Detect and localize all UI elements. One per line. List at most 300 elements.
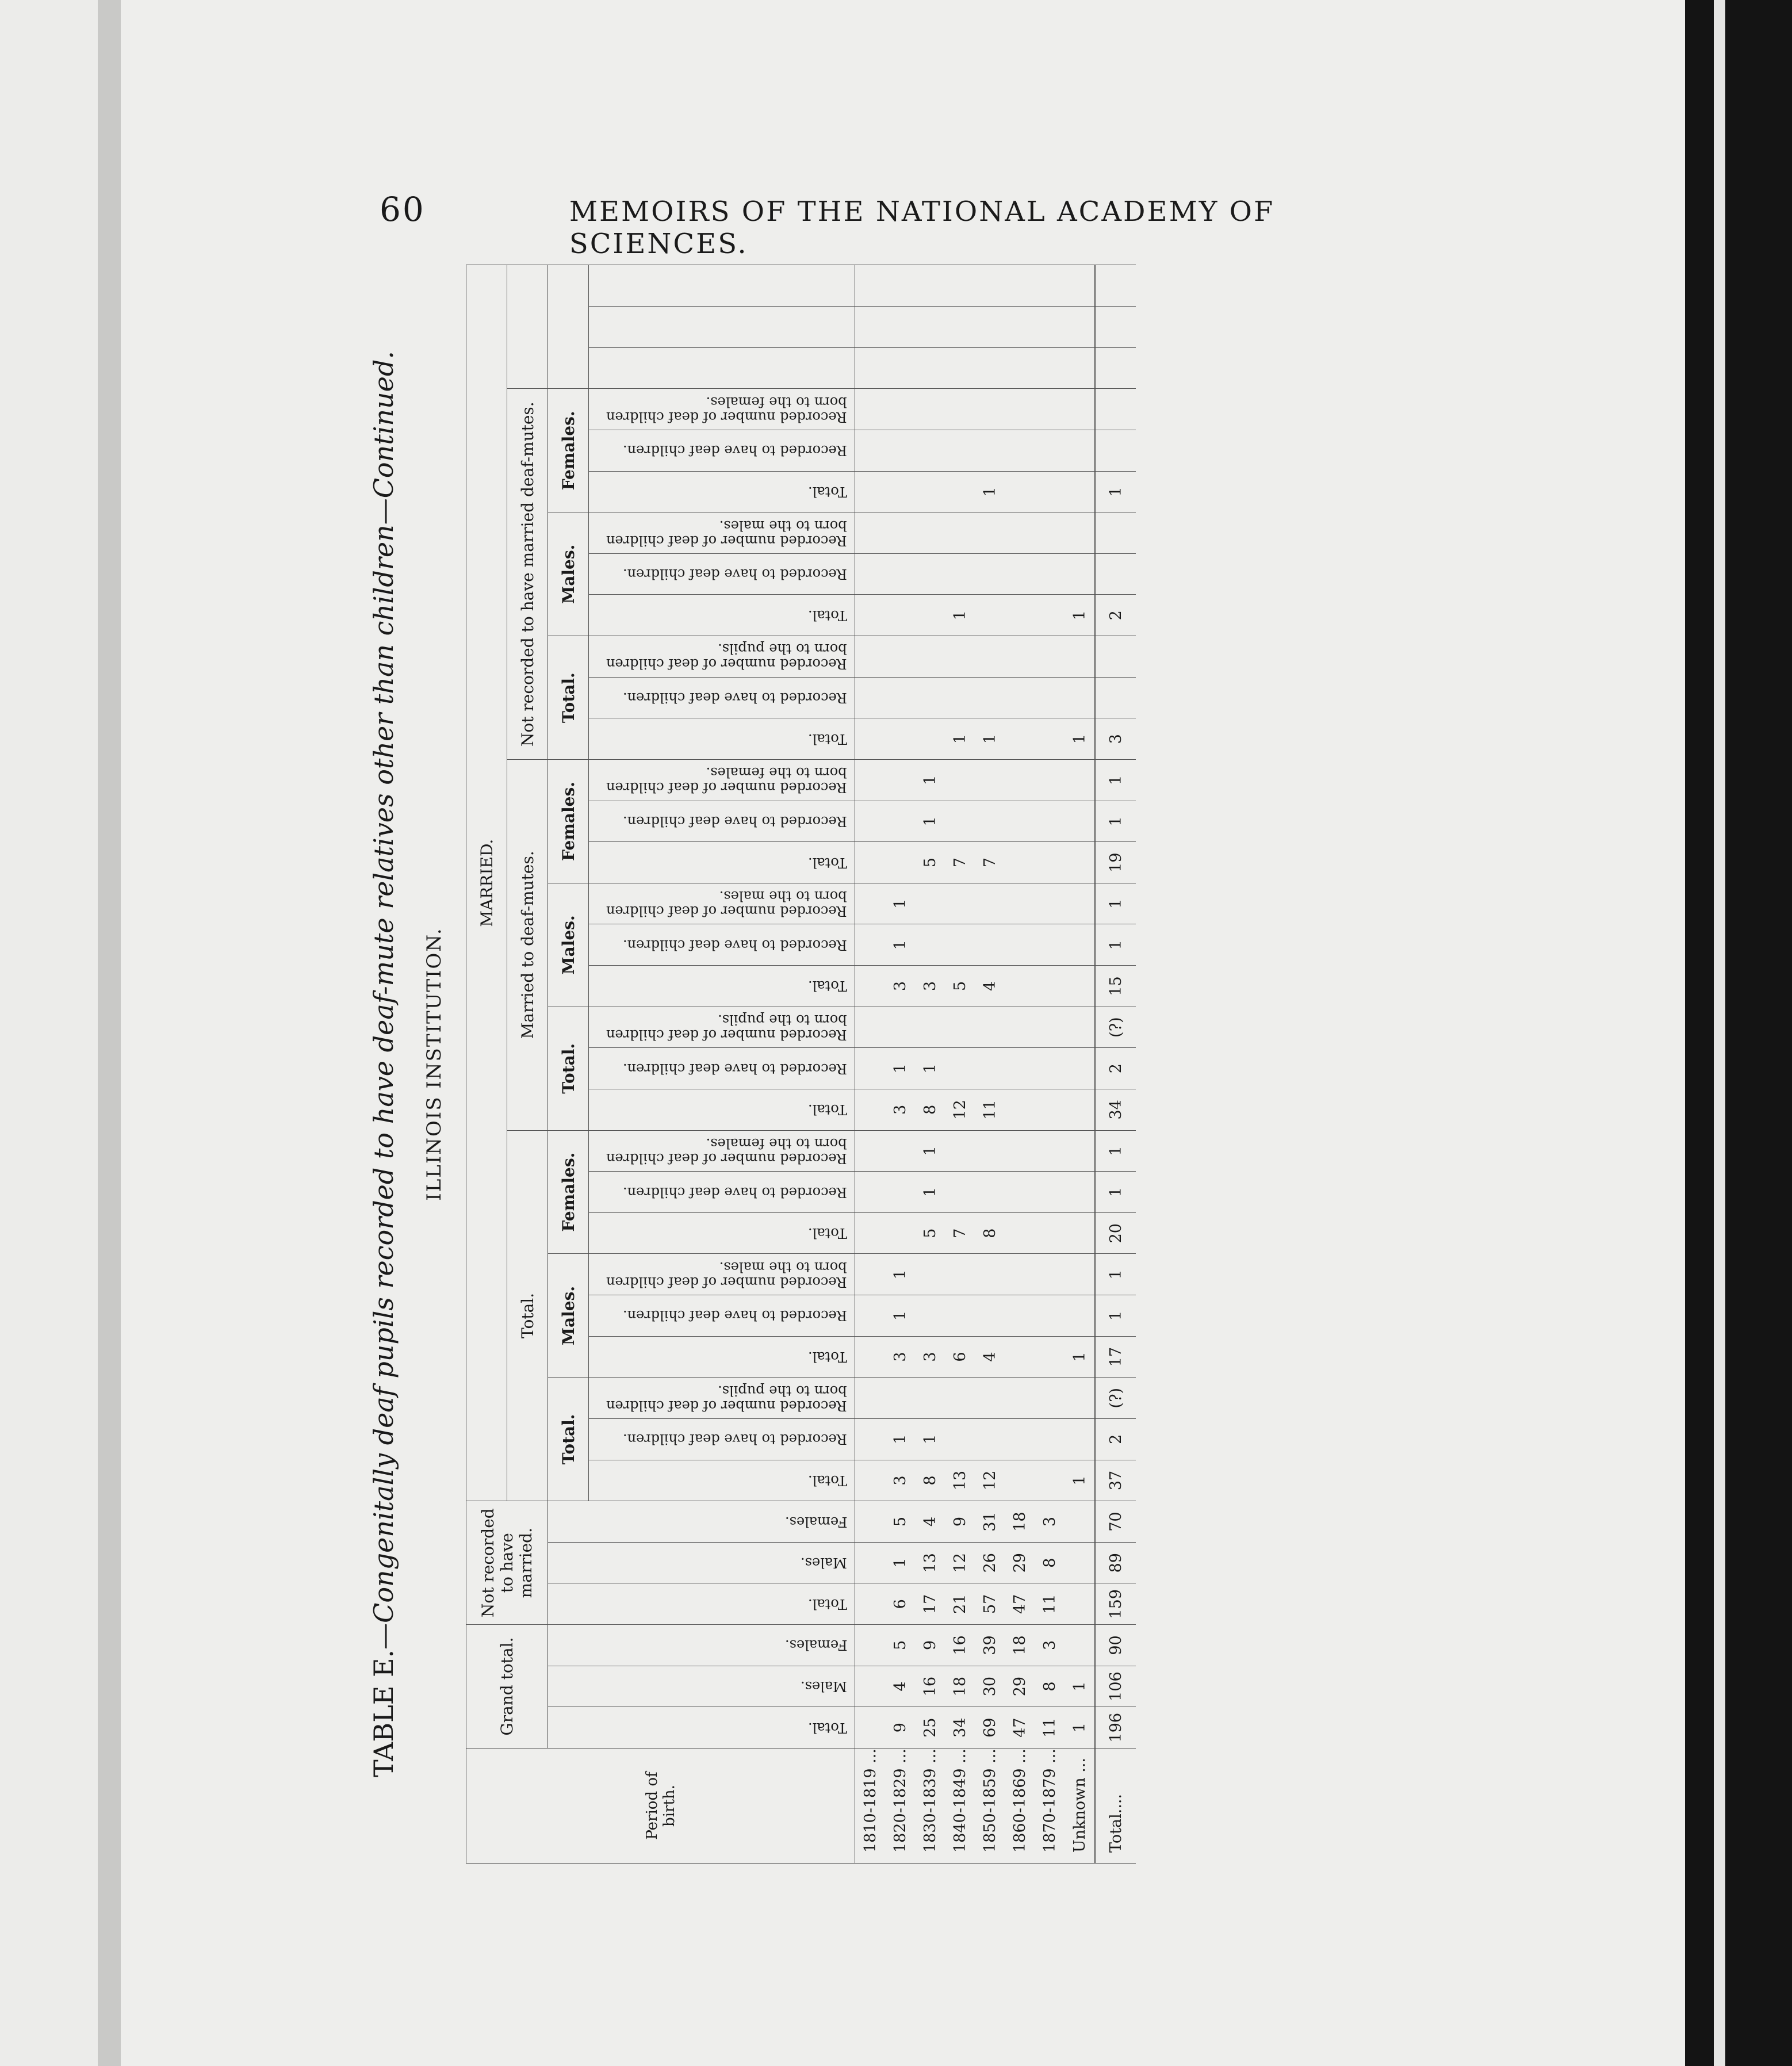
value-cell (975, 883, 1005, 924)
value-cell (1005, 1172, 1035, 1213)
value-cell: 90 (1095, 1625, 1136, 1666)
table-caption (368, 265, 399, 1864)
col-recorded: Recorded to have deaf children. (589, 1419, 855, 1460)
value-cell (1005, 677, 1035, 718)
value-cell (1065, 636, 1095, 678)
value-cell: 1 (1095, 1172, 1136, 1213)
value-cell: 11 (1035, 1583, 1065, 1625)
value-cell: 2 (1095, 1419, 1136, 1460)
value-cell: 34 (945, 1707, 975, 1749)
value-cell: 57 (975, 1583, 1005, 1625)
value-cell: 1 (915, 1419, 945, 1460)
value-cell (1035, 718, 1065, 760)
value-cell (1005, 512, 1035, 554)
value-cell (1065, 1130, 1095, 1172)
value-cell (945, 512, 975, 554)
col-total: Total. (589, 1212, 855, 1254)
value-cell: 7 (945, 1212, 975, 1254)
value-cell (1065, 1501, 1095, 1543)
col-number-pupils: Recorded number of deaf children born to the pupils. (589, 1007, 855, 1048)
value-cell (1035, 430, 1065, 472)
value-cell (1005, 1419, 1035, 1460)
value-cell: 1 (1095, 1295, 1136, 1337)
value-cell: 39 (975, 1625, 1005, 1666)
col-number-females: Recorded number of deaf children born to the females. (589, 760, 855, 801)
value-cell (915, 1007, 945, 1048)
value-cell (975, 924, 1005, 966)
value-cell (885, 430, 915, 472)
value-cell (855, 1625, 886, 1666)
table-caption-lead: TABLE E. (368, 1649, 399, 1777)
value-cell (1065, 1583, 1095, 1625)
value-cell (1035, 636, 1065, 678)
col-recorded: Recorded to have deaf children. (589, 1048, 855, 1089)
value-cell (855, 389, 886, 430)
value-cell (1035, 1460, 1065, 1501)
value-cell: 1 (885, 1254, 915, 1295)
value-cell (1005, 595, 1035, 636)
value-cell (1065, 760, 1095, 801)
period-cell: 1830-1839 ... (915, 1749, 945, 1864)
value-cell: 3 (1035, 1501, 1065, 1543)
value-cell (1035, 883, 1065, 924)
value-cell (885, 801, 915, 842)
col-recorded: Recorded to have deaf children. (589, 677, 855, 718)
value-cell (855, 677, 886, 718)
value-cell: 2 (1095, 595, 1136, 636)
table-row (945, 265, 975, 1864)
value-cell: 1 (885, 1295, 915, 1337)
value-cell (915, 512, 945, 554)
value-cell (1065, 1254, 1095, 1295)
not-married-to-deaf-mutes-header: Not recorded to have married deaf-mutes. (507, 389, 548, 760)
value-cell (1005, 1295, 1035, 1337)
value-cell (1005, 1254, 1035, 1295)
value-cell (945, 389, 975, 430)
value-cell: 12 (975, 1460, 1005, 1501)
value-cell (1065, 430, 1095, 472)
value-cell (1035, 1378, 1065, 1419)
value-cell (1005, 553, 1035, 595)
value-cell (1065, 1378, 1095, 1419)
value-cell (915, 1295, 945, 1337)
value-cell: 18 (1005, 1501, 1035, 1543)
value-cell (885, 1172, 915, 1213)
value-cell (945, 1378, 975, 1419)
value-cell: 9 (945, 1501, 975, 1543)
period-cell: 1810-1819 ... (855, 1749, 886, 1864)
col-recorded: Recorded to have deaf children. (589, 924, 855, 966)
value-cell (885, 595, 915, 636)
value-cell (855, 636, 886, 678)
value-cell: 25 (915, 1707, 945, 1749)
value-cell (885, 677, 915, 718)
col-number-pupils: Recorded number of deaf children born to the pupils. (589, 636, 855, 678)
value-cell (1035, 677, 1065, 718)
value-cell (855, 1542, 886, 1583)
col-number-males: Recorded number of deaf children born to the males. (589, 883, 855, 924)
value-cell (1005, 1048, 1035, 1089)
sub-males-header: Males. (548, 883, 589, 1007)
col-total: Total. (548, 1583, 855, 1625)
value-cell (975, 1295, 1005, 1337)
value-cell (1035, 1254, 1065, 1295)
value-cell (855, 718, 886, 760)
value-cell (1065, 307, 1095, 348)
value-cell (885, 512, 915, 554)
value-cell (1005, 389, 1035, 430)
col-recorded: Recorded to have deaf children. (589, 1172, 855, 1213)
value-cell: 5 (885, 1501, 915, 1543)
table-row (1035, 265, 1065, 1864)
value-cell (975, 1130, 1005, 1172)
value-cell: 1 (885, 1542, 915, 1583)
col-females: Females. (548, 1625, 855, 1666)
sub-males-header: Males. (548, 512, 589, 636)
page-number: 60 (380, 190, 426, 229)
value-cell: 1 (1095, 1130, 1136, 1172)
value-cell (975, 1048, 1005, 1089)
value-cell (855, 1666, 886, 1707)
value-cell (885, 760, 915, 801)
value-cell: 7 (975, 842, 1005, 883)
value-cell (1005, 966, 1035, 1007)
col-total: Total. (589, 471, 855, 512)
value-cell (975, 677, 1005, 718)
value-cell: 4 (915, 1501, 945, 1543)
value-cell: 1 (1065, 1336, 1095, 1378)
value-cell: 1 (975, 718, 1005, 760)
married-total-header: Total. (507, 1130, 548, 1501)
value-cell (1065, 801, 1095, 842)
value-cell: 3 (915, 966, 945, 1007)
value-cell (855, 1583, 886, 1625)
value-cell (1035, 389, 1065, 430)
value-cell (915, 1378, 945, 1419)
value-cell: 1 (915, 1048, 945, 1089)
value-cell (885, 1130, 915, 1172)
value-cell (975, 801, 1005, 842)
table-row (1005, 265, 1035, 1864)
sub-males-header: Males. (548, 1254, 589, 1378)
value-cell (915, 677, 945, 718)
col-males: Males. (548, 1666, 855, 1707)
value-cell (1035, 1212, 1065, 1254)
col-blank (589, 347, 855, 389)
value-cell (945, 307, 975, 348)
value-cell (945, 760, 975, 801)
value-cell (1065, 1419, 1095, 1460)
value-cell: 1 (1065, 718, 1095, 760)
col-total: Total. (589, 718, 855, 760)
running-head-title: MEMOIRS OF THE NATIONAL ACADEMY OF SCIENCES. (569, 196, 1275, 260)
col-number-males: Recorded number of deaf children born to the males. (589, 512, 855, 554)
value-cell (1005, 1212, 1035, 1254)
value-cell (855, 966, 886, 1007)
married-header: MARRIED. (466, 265, 507, 1501)
value-cell: 1 (1095, 1254, 1136, 1295)
value-cell (945, 677, 975, 718)
value-cell: 3 (1095, 718, 1136, 760)
married-to-deaf-mutes-header: Married to deaf-mutes. (507, 760, 548, 1131)
value-cell: 1 (1065, 1666, 1095, 1707)
value-cell (915, 924, 945, 966)
value-cell: 196 (1095, 1707, 1136, 1749)
col-recorded: Recorded to have deaf children. (589, 801, 855, 842)
value-cell (885, 636, 915, 678)
value-cell (1005, 760, 1035, 801)
period-cell: 1840-1849 ... (945, 1749, 975, 1864)
blank-group-header (507, 265, 548, 389)
value-cell: 18 (945, 1666, 975, 1707)
col-total: Total. (589, 842, 855, 883)
value-cell (915, 389, 945, 430)
value-cell (855, 1707, 886, 1749)
value-cell (1065, 924, 1095, 966)
value-cell (855, 924, 886, 966)
value-cell: 47 (1005, 1583, 1035, 1625)
value-cell: 16 (945, 1625, 975, 1666)
value-cell: 3 (1035, 1625, 1065, 1666)
value-cell (855, 512, 886, 554)
value-cell: 4 (975, 1336, 1005, 1378)
value-cell: 5 (945, 966, 975, 1007)
value-cell (915, 553, 945, 595)
value-cell (945, 1172, 975, 1213)
value-cell (1065, 883, 1095, 924)
total-row (1095, 265, 1136, 1864)
col-recorded: Recorded to have deaf children. (589, 430, 855, 472)
value-cell: 1 (915, 760, 945, 801)
value-cell (855, 1089, 886, 1131)
value-cell (1065, 1089, 1095, 1131)
value-cell: 8 (975, 1212, 1005, 1254)
period-cell: 1850-1859 ... (975, 1749, 1005, 1864)
value-cell (885, 389, 915, 430)
value-cell (885, 718, 915, 760)
value-cell: 3 (885, 1089, 915, 1131)
value-cell (1035, 595, 1065, 636)
value-cell (1005, 636, 1035, 678)
value-cell (1065, 553, 1095, 595)
value-cell (855, 1254, 886, 1295)
value-cell: 89 (1095, 1542, 1136, 1583)
value-cell: 7 (945, 842, 975, 883)
value-cell: 1 (1095, 760, 1136, 801)
value-cell: 9 (915, 1625, 945, 1666)
value-cell (855, 1172, 886, 1213)
value-cell (1035, 1295, 1065, 1337)
value-cell (975, 347, 1005, 389)
value-cell (1065, 1007, 1095, 1048)
value-cell (975, 307, 1005, 348)
value-cell: 18 (1005, 1625, 1035, 1666)
value-cell (855, 430, 886, 472)
value-cell (885, 265, 915, 307)
value-cell (1065, 512, 1095, 554)
value-cell: 1 (945, 595, 975, 636)
value-cell (855, 1336, 886, 1378)
value-cell (855, 347, 886, 389)
value-cell (915, 430, 945, 472)
value-cell (1065, 1212, 1095, 1254)
value-cell: 17 (1095, 1336, 1136, 1378)
value-cell (885, 1212, 915, 1254)
value-cell: 1 (915, 1172, 945, 1213)
institution-heading: ILLINOIS INSTITUTION. (423, 927, 446, 1201)
value-cell (975, 430, 1005, 472)
value-cell (1095, 677, 1136, 718)
value-cell (1035, 265, 1065, 307)
value-cell (855, 307, 886, 348)
value-cell: 1 (885, 1419, 915, 1460)
value-cell (945, 1254, 975, 1295)
grand-total-header: Grand total. (466, 1625, 548, 1749)
value-cell (975, 760, 1005, 801)
value-cell (1095, 512, 1136, 554)
value-cell: 1 (915, 1130, 945, 1172)
value-cell (945, 801, 975, 842)
value-cell (1005, 883, 1035, 924)
value-cell (915, 636, 945, 678)
col-recorded: Recorded to have deaf children. (589, 553, 855, 595)
col-recorded: Recorded to have deaf children. (589, 1295, 855, 1337)
value-cell: 30 (975, 1666, 1005, 1707)
value-cell (1005, 347, 1035, 389)
value-cell (1065, 471, 1095, 512)
col-total: Total. (589, 595, 855, 636)
value-cell (1005, 307, 1035, 348)
value-cell (975, 1419, 1005, 1460)
value-cell (915, 347, 945, 389)
value-cell (1065, 966, 1095, 1007)
sub-females-header: Females. (548, 1130, 589, 1254)
col-number-females: Recorded number of deaf children born to the females. (589, 389, 855, 430)
col-total: Total. (589, 1460, 855, 1501)
value-cell (1035, 471, 1065, 512)
col-blank (589, 307, 855, 348)
col-total: Total. (589, 1089, 855, 1131)
value-cell (1035, 1048, 1065, 1089)
value-cell: (?) (1095, 1378, 1136, 1419)
value-cell: 8 (915, 1089, 945, 1131)
value-cell: 11 (975, 1089, 1005, 1131)
value-cell: 1 (1095, 883, 1136, 924)
value-cell: 4 (885, 1666, 915, 1707)
value-cell (915, 883, 945, 924)
value-cell (1005, 1336, 1035, 1378)
value-cell (1095, 430, 1136, 472)
value-cell: 8 (1035, 1542, 1065, 1583)
period-cell: 1870-1879 ... (1035, 1749, 1065, 1864)
value-cell (1005, 1007, 1035, 1048)
value-cell: 5 (915, 1212, 945, 1254)
value-cell (945, 1295, 975, 1337)
value-cell (975, 1378, 1005, 1419)
value-cell: 20 (1095, 1212, 1136, 1254)
scan-strip (1714, 0, 1725, 2066)
value-cell: 1 (915, 801, 945, 842)
value-cell: 1 (1065, 1460, 1095, 1501)
value-cell (855, 1212, 886, 1254)
value-cell: 5 (915, 842, 945, 883)
value-cell (1065, 1048, 1095, 1089)
value-cell (855, 842, 886, 883)
value-cell (945, 347, 975, 389)
value-cell: 106 (1095, 1666, 1136, 1707)
value-cell (975, 512, 1005, 554)
value-cell (855, 1048, 886, 1089)
value-cell (945, 265, 975, 307)
col-total: Total. (589, 966, 855, 1007)
value-cell: 5 (885, 1625, 915, 1666)
value-cell (1095, 389, 1136, 430)
value-cell (855, 760, 886, 801)
value-cell (1065, 1542, 1095, 1583)
value-cell: 3 (915, 1336, 945, 1378)
value-cell (885, 471, 915, 512)
value-cell (1035, 924, 1065, 966)
value-cell: 6 (885, 1583, 915, 1625)
value-cell (1005, 924, 1035, 966)
value-cell: 47 (1005, 1707, 1035, 1749)
rotated-table-block (368, 265, 1265, 1864)
value-cell (885, 307, 915, 348)
value-cell (1035, 760, 1065, 801)
sub-blank-header (548, 265, 589, 389)
value-cell (915, 265, 945, 307)
value-cell (975, 389, 1005, 430)
value-cell (1065, 1295, 1095, 1337)
value-cell: 2 (1095, 1048, 1136, 1089)
value-cell (855, 1295, 886, 1337)
value-cell (945, 636, 975, 678)
value-cell (1095, 553, 1136, 595)
value-cell (945, 471, 975, 512)
value-cell (1065, 347, 1095, 389)
value-cell (855, 1501, 886, 1543)
table-row (1065, 265, 1095, 1864)
value-cell (1035, 842, 1065, 883)
period-cell: 1860-1869 ... (1005, 1749, 1035, 1864)
value-cell: 29 (1005, 1542, 1035, 1583)
period-cell: 1820-1829 ... (885, 1749, 915, 1864)
value-cell (1005, 471, 1035, 512)
value-cell: 13 (915, 1542, 945, 1583)
value-cell: 19 (1095, 842, 1136, 883)
table-row (975, 265, 1005, 1864)
binding-edge (98, 0, 121, 2066)
value-cell (1005, 1130, 1035, 1172)
value-cell: 1 (885, 924, 915, 966)
value-cell (915, 1254, 945, 1295)
col-blank (589, 265, 855, 307)
value-cell: 12 (945, 1089, 975, 1131)
period-header: Period of birth. (466, 1749, 855, 1864)
table-row (915, 265, 945, 1864)
value-cell (975, 553, 1005, 595)
value-cell (975, 595, 1005, 636)
value-cell (885, 842, 915, 883)
value-cell (855, 553, 886, 595)
value-cell: 1 (1065, 595, 1095, 636)
value-cell (885, 1007, 915, 1048)
value-cell (1035, 307, 1065, 348)
value-cell: 34 (1095, 1089, 1136, 1131)
value-cell (1035, 1336, 1065, 1378)
value-cell (1035, 553, 1065, 595)
value-cell (1005, 801, 1035, 842)
